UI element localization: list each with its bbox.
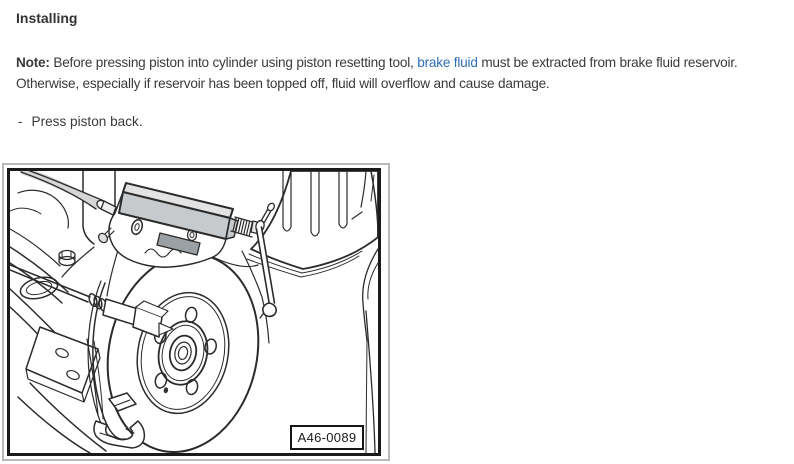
note-label: Note: <box>16 55 50 70</box>
brake-assembly-illustration <box>10 171 378 453</box>
brake-fluid-link[interactable]: brake fluid <box>417 55 478 70</box>
brake-disc <box>90 240 276 453</box>
instruction-text: Press piston back. <box>31 114 143 129</box>
page-title: Installing <box>16 10 78 26</box>
brake-hose <box>21 171 116 215</box>
instruction-item <box>18 113 778 131</box>
note-text-before-link: Before pressing piston into cylinder using piston resetting tool, <box>53 55 414 70</box>
note-paragraph <box>16 52 794 94</box>
figure-reference-label: A46-0089 <box>290 425 364 450</box>
figure-frame <box>2 163 390 461</box>
note-text-after-link: must be extracted from brake fluid reservoir. Otherwise, especially if reservoir has been topped off, fluid will overflow and cause damage. <box>16 55 738 91</box>
dash-bullet: - <box>18 114 23 129</box>
figure-border <box>7 168 381 456</box>
